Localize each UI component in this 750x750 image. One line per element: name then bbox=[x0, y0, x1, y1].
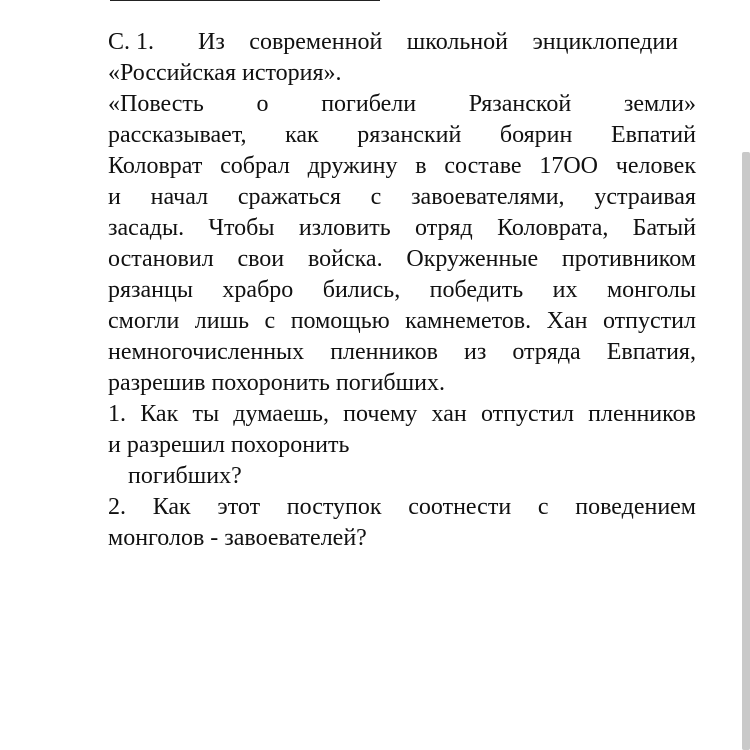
question-2-word: с bbox=[537, 494, 549, 520]
task-source-intro bbox=[198, 27, 678, 58]
paragraph-word: рязанский bbox=[357, 122, 462, 148]
paragraph-line bbox=[108, 120, 696, 151]
task-number: С. 1. bbox=[108, 29, 155, 55]
paragraph-last-line: разрешив похоронить погибших. bbox=[108, 370, 445, 396]
paragraph-word: камнеметов. bbox=[405, 308, 532, 334]
question-2-word: соотнести bbox=[408, 494, 512, 520]
paragraph-word: монголы bbox=[606, 277, 696, 303]
paragraph-word: устраивая bbox=[594, 184, 696, 210]
paragraph-line bbox=[108, 89, 696, 120]
scrollbar[interactable] bbox=[742, 0, 750, 750]
paragraph-word: Евпатий bbox=[610, 122, 696, 148]
paragraph-word: начал bbox=[150, 184, 209, 210]
paragraph-word: рассказывает, bbox=[108, 122, 247, 148]
paragraph-word: составе bbox=[444, 153, 522, 179]
paragraph-word: отпустил bbox=[602, 308, 696, 334]
question-2-word: этот bbox=[217, 494, 261, 520]
question-1-word: пленников bbox=[588, 401, 696, 427]
paragraph-word: победить bbox=[429, 277, 524, 303]
paragraph-word: дружину bbox=[307, 153, 398, 179]
question-1-continuation: и разрешил похоронить bbox=[108, 432, 350, 458]
scrollbar-thumb[interactable] bbox=[742, 152, 750, 750]
paragraph-line bbox=[108, 213, 696, 244]
paragraph-word: Коловрат bbox=[108, 153, 203, 179]
heading-word: Из bbox=[198, 29, 225, 55]
paragraph-word: лишь bbox=[194, 308, 250, 334]
question-2 bbox=[108, 492, 696, 523]
paragraph-word: их bbox=[552, 277, 578, 303]
paragraph-word: рязанцы bbox=[108, 277, 193, 303]
paragraph-word: Батый bbox=[632, 215, 696, 241]
paragraph-word: Окруженные bbox=[406, 246, 539, 272]
paragraph-word: пленников bbox=[330, 339, 438, 365]
paragraph-word: Хан bbox=[546, 308, 588, 334]
paragraph-word: Евпатия, bbox=[606, 339, 696, 365]
paragraph-line bbox=[108, 182, 696, 213]
paragraph-word: сражаться bbox=[237, 184, 341, 210]
paragraph-word: Рязанской bbox=[468, 91, 572, 117]
question-1-ending: погибших? bbox=[128, 463, 242, 489]
paragraph-word: 17ОО bbox=[539, 153, 598, 179]
question-1-word: ты bbox=[192, 401, 220, 427]
paragraph-word: отряда bbox=[512, 339, 581, 365]
paragraph-word: изловить bbox=[298, 215, 391, 241]
paragraph-word: как bbox=[285, 122, 319, 148]
paragraph-word: погибели bbox=[321, 91, 417, 117]
paragraph-word: отряд bbox=[415, 215, 473, 241]
paragraph-word: Коловрата, bbox=[497, 215, 609, 241]
task-heading bbox=[108, 27, 696, 58]
question-2-word: Как bbox=[152, 494, 191, 520]
paragraph-word: засады. bbox=[108, 215, 185, 241]
paragraph-word: о bbox=[256, 91, 269, 117]
paragraph-word: помощью bbox=[290, 308, 390, 334]
paragraph-word: остановил bbox=[108, 246, 214, 272]
question-1-word: 1. bbox=[108, 401, 126, 427]
question-2-word: поведением bbox=[575, 494, 696, 520]
question-1-word: хан bbox=[431, 401, 467, 427]
paragraph-word: человек bbox=[615, 153, 696, 179]
heading-word: современной bbox=[249, 29, 383, 55]
paragraph-word: завоевателями, bbox=[411, 184, 565, 210]
paragraph-word: собрал bbox=[220, 153, 290, 179]
paragraph-word: земли» bbox=[623, 91, 696, 117]
paragraph-word: с bbox=[370, 184, 382, 210]
paragraph-word: из bbox=[463, 339, 487, 365]
question-2-continuation: монголов - завоевателей? bbox=[108, 525, 367, 551]
task-source-title: «Российская история». bbox=[108, 60, 342, 86]
question-1 bbox=[108, 399, 696, 430]
paragraph-word: с bbox=[264, 308, 276, 334]
paragraph-word: войска. bbox=[307, 246, 383, 272]
question-1-word: Как bbox=[140, 401, 179, 427]
question-2-word: 2. bbox=[108, 494, 126, 520]
paragraph-word: бились, bbox=[322, 277, 401, 303]
question-1-word: почему bbox=[343, 401, 418, 427]
document-text bbox=[108, 27, 696, 554]
paragraph-word: Чтобы bbox=[208, 215, 275, 241]
paragraph-word: в bbox=[415, 153, 427, 179]
question-1-word: отпустил bbox=[480, 401, 574, 427]
paragraph-word: боярин bbox=[499, 122, 573, 148]
paragraph-word: и bbox=[108, 184, 121, 210]
question-1-word: думаешь, bbox=[233, 401, 329, 427]
paragraph-word: «Повесть bbox=[108, 91, 204, 117]
heading-word: энциклопедии bbox=[532, 29, 679, 55]
paragraph-word: храбро bbox=[222, 277, 294, 303]
paragraph-word: немногочисленных bbox=[108, 339, 305, 365]
paragraph-line bbox=[108, 306, 696, 337]
paragraph-word: свои bbox=[237, 246, 285, 272]
task-paragraph bbox=[108, 89, 696, 368]
paragraph-word: противником bbox=[561, 246, 696, 272]
paragraph-word: смогли bbox=[108, 308, 180, 334]
paragraph-line bbox=[108, 337, 696, 368]
heading-word: школьной bbox=[406, 29, 508, 55]
question-2-word: поступок bbox=[286, 494, 382, 520]
paragraph-line bbox=[108, 275, 696, 306]
paragraph-line bbox=[108, 151, 696, 182]
top-divider bbox=[110, 0, 380, 1]
paragraph-line bbox=[108, 244, 696, 275]
